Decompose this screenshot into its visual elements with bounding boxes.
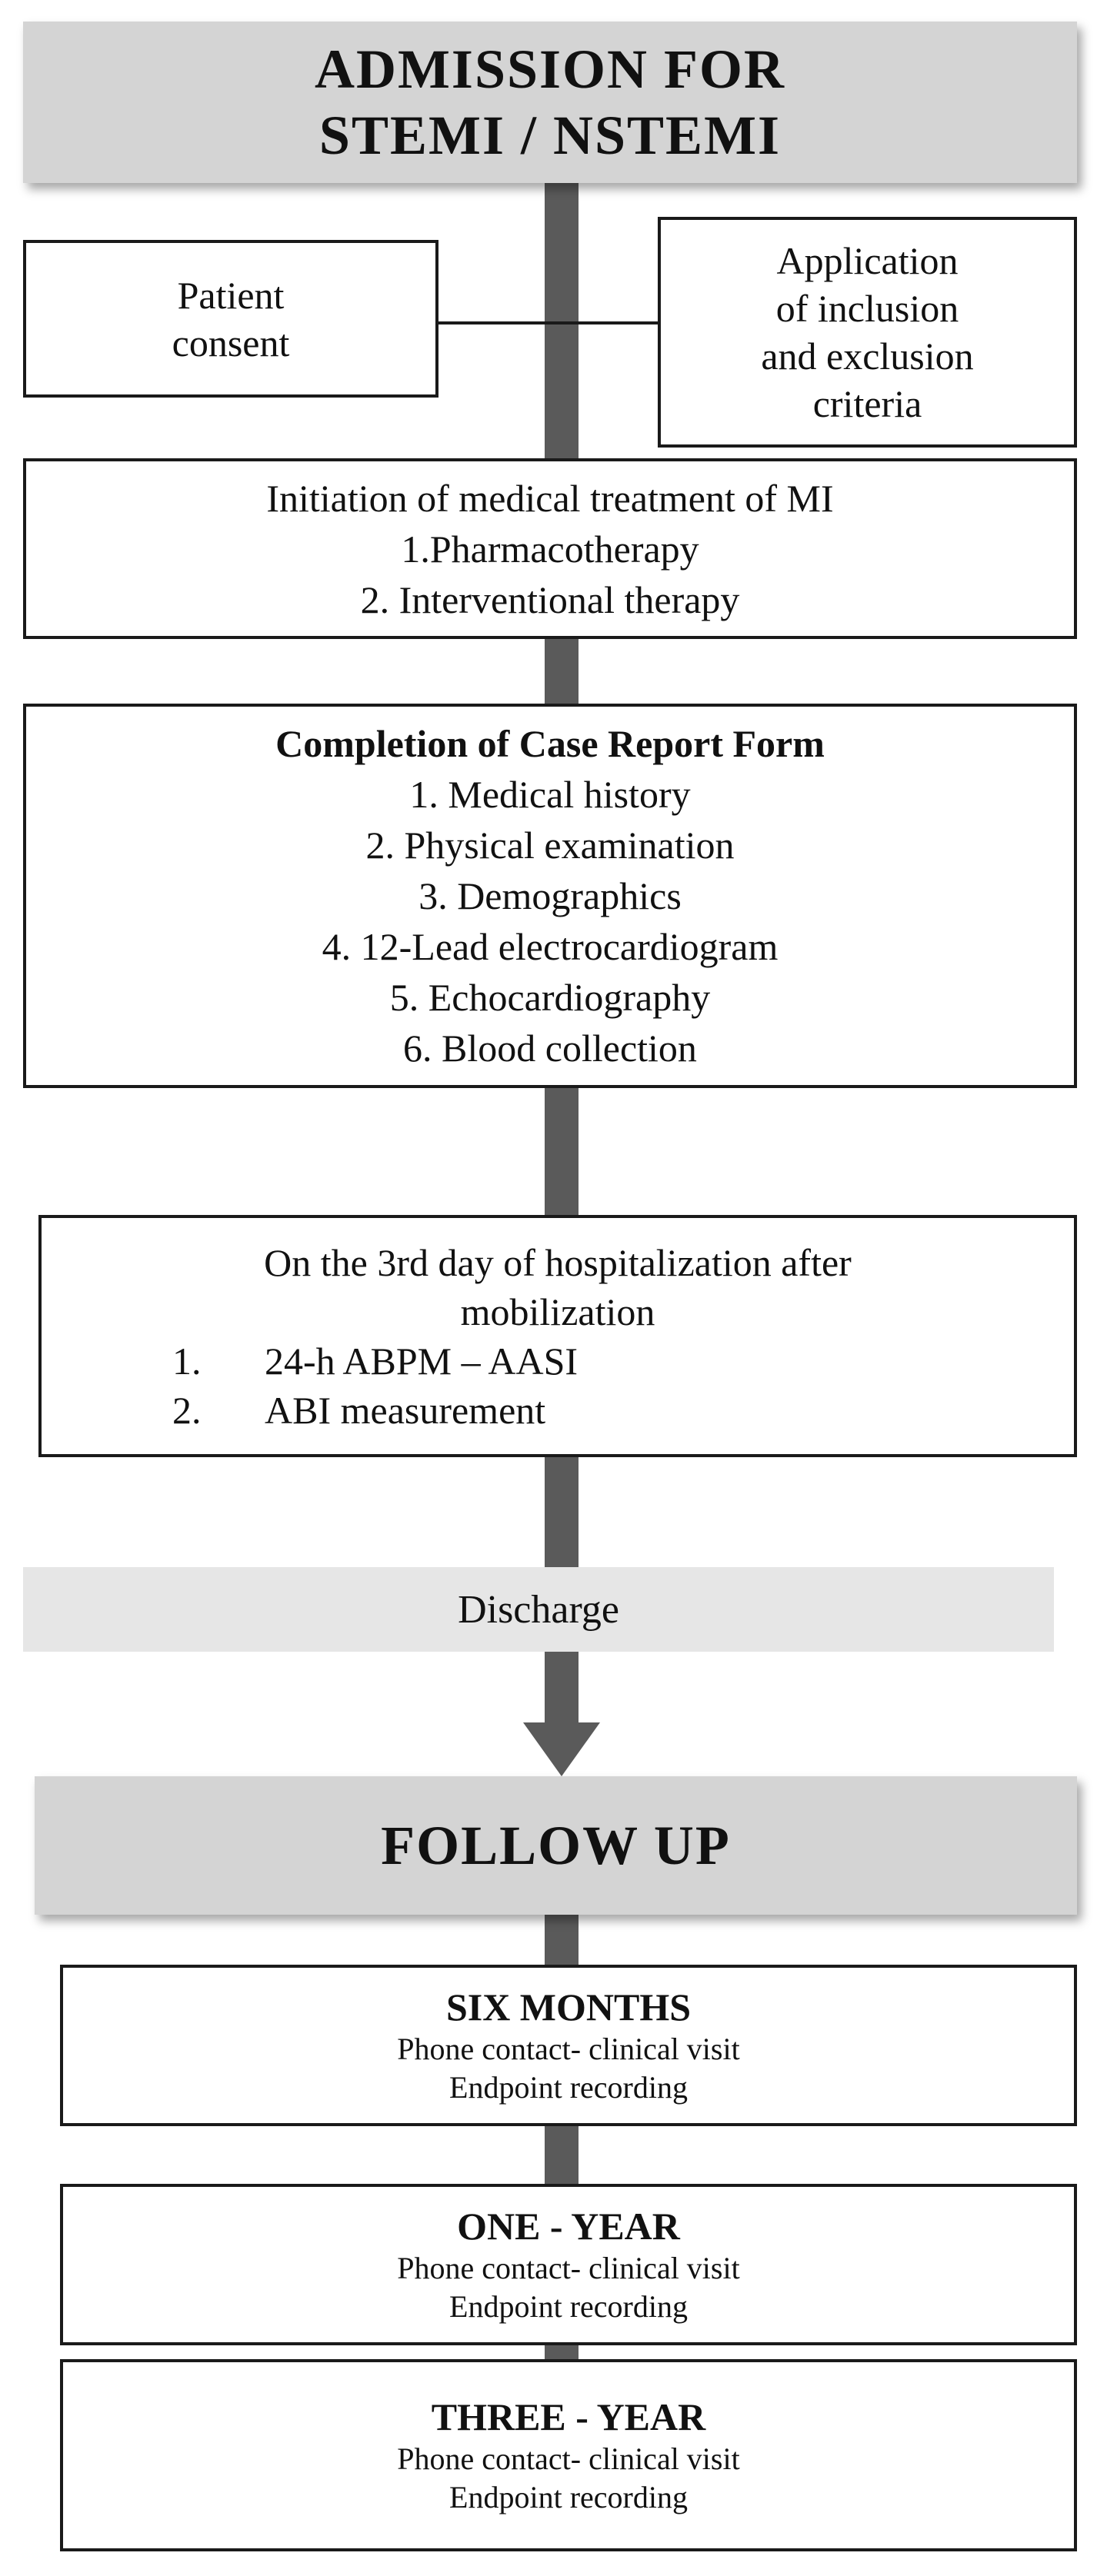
day3-item-2 xyxy=(172,1386,578,1435)
crf-item-3: 3. Demographics xyxy=(418,874,682,917)
admission-header xyxy=(23,22,1077,183)
consent-criteria-connector xyxy=(435,321,658,324)
visit-one-year-box xyxy=(60,2184,1077,2345)
discharge-label: Discharge xyxy=(458,1587,619,1632)
treatment-title: Initiation of medical treatment of MI xyxy=(266,476,834,520)
treatment-box xyxy=(23,458,1077,639)
visit-six-months-line-2: Endpoint recording xyxy=(449,2070,688,2105)
criteria-line-2: of inclusion xyxy=(775,287,959,330)
day3-title-line-1: On the 3rd day of hospitalization after xyxy=(264,1240,852,1284)
visit-three-year-line-1: Phone contact- clinical visit xyxy=(397,2441,740,2476)
admission-line-1: ADMISSION FOR xyxy=(314,38,786,100)
day3-list xyxy=(42,1336,578,1435)
day3-item-1-text: 24-h ABPM – AASI xyxy=(265,1339,579,1383)
visit-three-year-line-2: Endpoint recording xyxy=(449,2480,688,2514)
crf-title: Completion of Case Report Form xyxy=(275,722,825,765)
consent-line-1: Patient xyxy=(177,273,285,317)
day3-title-line-2: mobilization xyxy=(460,1290,655,1333)
treatment-item-2: 2. Interventional therapy xyxy=(360,577,740,621)
visit-three-year-box xyxy=(60,2359,1077,2551)
criteria-line-1: Application xyxy=(776,239,959,282)
day3-item-2-num: 2. xyxy=(172,1388,202,1432)
day3-item-1 xyxy=(172,1336,578,1386)
crf-item-4: 4. 12-Lead electrocardiogram xyxy=(322,925,779,968)
consent-line-2: consent xyxy=(172,321,290,364)
visit-one-year-line-1: Phone contact- clinical visit xyxy=(397,2251,740,2285)
visit-six-months-line-1: Phone contact- clinical visit xyxy=(397,2032,740,2066)
day3-item-1-num: 1. xyxy=(172,1339,202,1383)
followup-label: FOLLOW UP xyxy=(381,1814,731,1876)
criteria-line-4: criteria xyxy=(812,382,922,425)
discharge-band xyxy=(23,1567,1054,1652)
visit-three-year-title: THREE - YEAR xyxy=(431,2395,706,2438)
visit-six-months-title: SIX MONTHS xyxy=(445,1985,692,2029)
crf-item-1: 1. Medical history xyxy=(409,773,691,816)
crf-item-5: 5. Echocardiography xyxy=(389,976,711,1019)
followup-header xyxy=(35,1776,1077,1915)
criteria-line-3: and exclusion xyxy=(761,334,974,378)
flow-arrow-head xyxy=(523,1722,600,1776)
patient-consent-box xyxy=(23,240,438,398)
visit-one-year-line-2: Endpoint recording xyxy=(449,2289,688,2324)
visit-six-months-box xyxy=(60,1965,1077,2126)
crf-item-6: 6. Blood collection xyxy=(403,1027,697,1070)
day3-item-2-text: ABI measurement xyxy=(265,1388,546,1432)
case-report-form-box xyxy=(23,704,1077,1088)
flow-spine-bottom xyxy=(545,1646,579,1726)
crf-item-2: 2. Physical examination xyxy=(365,824,735,867)
visit-one-year-title: ONE - YEAR xyxy=(457,2205,680,2248)
admission-line-2: STEMI / NSTEMI xyxy=(318,105,782,166)
day3-box xyxy=(38,1215,1077,1457)
criteria-box xyxy=(658,217,1077,448)
treatment-item-1: 1.Pharmacotherapy xyxy=(401,527,699,571)
